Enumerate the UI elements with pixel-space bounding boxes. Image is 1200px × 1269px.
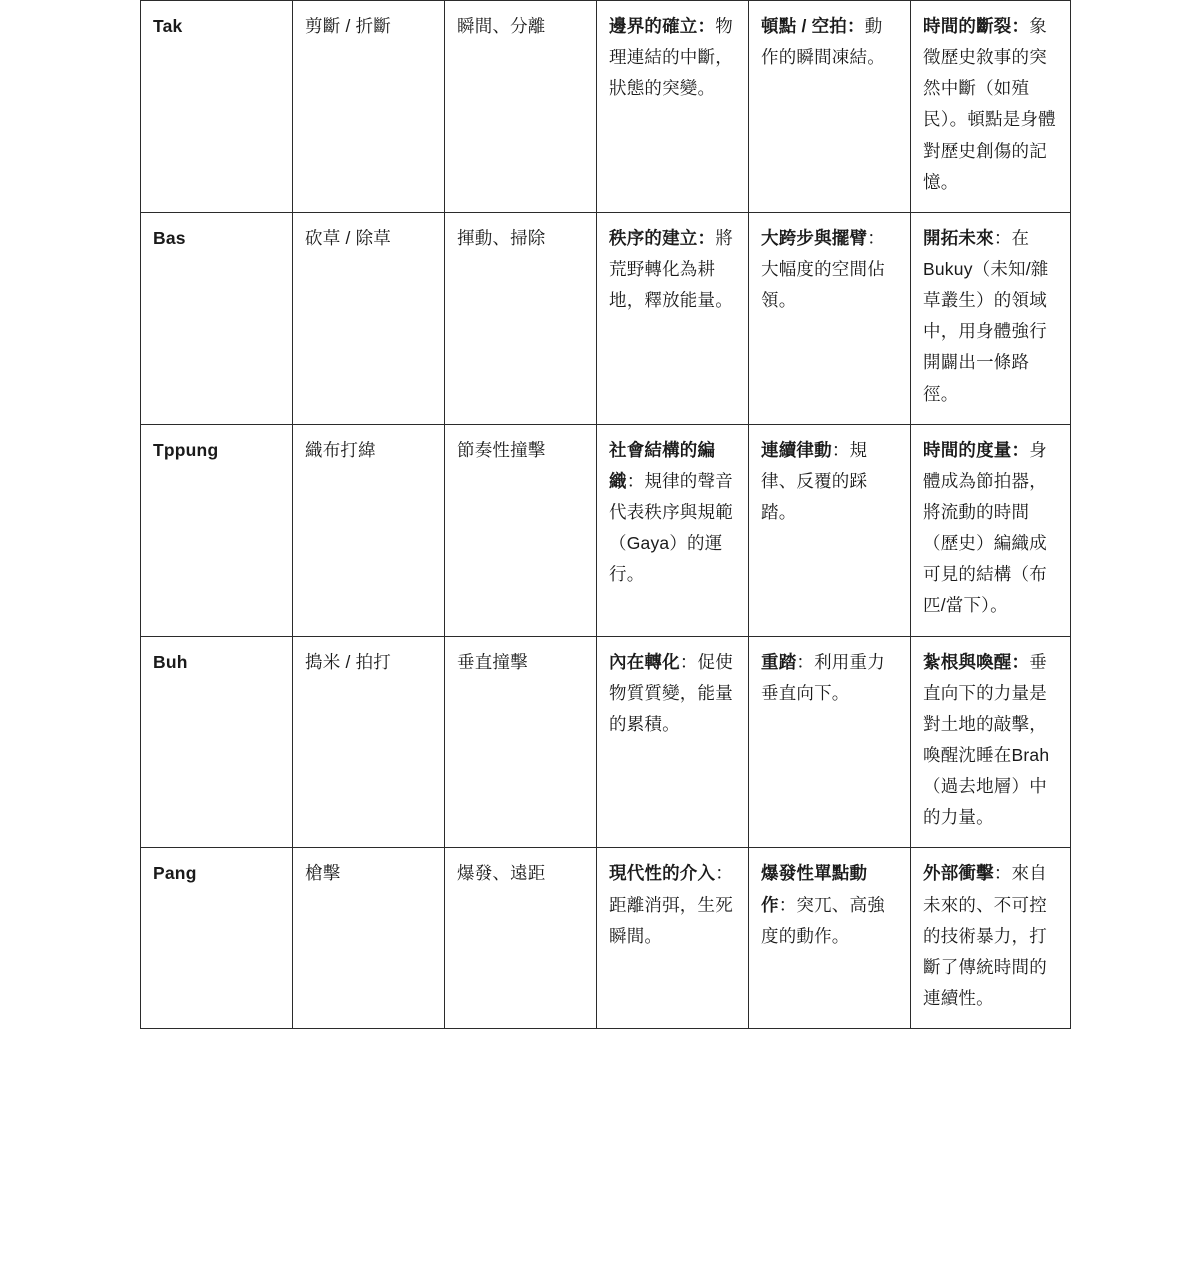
- cell-action: 剪斷 / 折斷: [293, 1, 445, 213]
- cell-concept-lead: 現代性的介入: [609, 863, 716, 884]
- cell-quality: 節奏性撞擊: [445, 424, 597, 636]
- cell-meaning-rest: ：來自未來的、不可控的技術暴力，打斷了傳統時間的連續性。: [923, 863, 1047, 1008]
- cell-movement-rest: ：突兀、高強度的動作。: [761, 894, 885, 946]
- cell-movement-rest: ：規律、反覆的踩踏。: [761, 439, 868, 522]
- table-row: [141, 1, 1071, 213]
- cell-meaning-lead: 紮根與喚醒：: [923, 651, 1030, 672]
- table-row: [141, 212, 1071, 424]
- cell-concept-lead: 邊界的確立：: [609, 16, 716, 36]
- cell-quality: 垂直撞擊: [445, 636, 597, 848]
- cell-concept: [597, 1, 749, 213]
- cell-term: Buh: [141, 636, 293, 848]
- cell-meaning-lead: 時間的斷裂：: [923, 16, 1030, 36]
- cell-meaning: [911, 212, 1071, 424]
- cell-action: 織布打緯: [293, 424, 445, 636]
- cell-concept-rest: ：距離消弭，生死瞬間。: [609, 863, 733, 946]
- cell-movement-lead: 爆發性單點動作: [761, 863, 868, 915]
- cell-meaning: [911, 636, 1071, 848]
- cell-action: 搗米 / 拍打: [293, 636, 445, 848]
- cell-movement-lead: 大跨步與擺臂: [761, 227, 868, 248]
- cell-movement: [749, 1, 911, 213]
- cell-movement-lead: 連續律動: [761, 439, 832, 460]
- cell-concept: [597, 848, 749, 1029]
- cell-meaning-rest: ：在Bukuy（未知/雜草叢生）的領域中，用身體強行開闢出一條路徑。: [923, 227, 1049, 404]
- cell-movement-lead: 頓點 / 空拍：: [761, 16, 865, 36]
- table-row: [141, 424, 1071, 636]
- cell-movement: [749, 212, 911, 424]
- cell-meaning: [911, 848, 1071, 1029]
- cell-concept: [597, 212, 749, 424]
- cell-action: 槍擊: [293, 848, 445, 1029]
- cell-concept-rest: ：促使物質質變，能量的累積。: [609, 651, 733, 734]
- cell-concept: [597, 424, 749, 636]
- cell-meaning: [911, 424, 1071, 636]
- cell-quality: 爆發、遠距: [445, 848, 597, 1029]
- cell-movement-rest: ：利用重力垂直向下。: [761, 651, 885, 703]
- cell-concept-rest: 物理連結的中斷，狀態的突變。: [609, 16, 733, 99]
- cell-term: Tak: [141, 1, 293, 213]
- cell-concept-rest: 將荒野轉化為耕地，釋放能量。: [609, 227, 733, 311]
- cell-movement-rest: ：大幅度的空間佔領。: [761, 227, 885, 311]
- cell-meaning-rest: 象徵歷史敘事的突然中斷（如殖民）。頓點是身體對歷史創傷的記憶。: [923, 16, 1056, 192]
- cell-meaning-rest: 垂直向下的力量是對土地的敲擊，喚醒沈睡在Brah（過去地層）中的力量。: [923, 651, 1050, 828]
- cell-concept-rest: ：規律的聲音代表秩序與規範（Gaya）的運行。: [609, 470, 733, 585]
- cell-concept: [597, 636, 749, 848]
- table-row: [141, 848, 1071, 1029]
- cell-concept-lead: 秩序的建立：: [609, 227, 716, 248]
- cell-movement: [749, 848, 911, 1029]
- cell-movement-lead: 重踏: [761, 651, 797, 672]
- cell-movement: [749, 424, 911, 636]
- cell-concept-lead: 社會結構的編織: [609, 439, 716, 491]
- cell-action: 砍草 / 除草: [293, 212, 445, 424]
- cell-term: Bas: [141, 212, 293, 424]
- cell-meaning-rest: 身體成為節拍器，將流動的時間（歷史）編織成可見的結構（布匹/當下）。: [923, 439, 1047, 616]
- cell-meaning-lead: 開拓未來: [923, 227, 994, 248]
- cell-term: Pang: [141, 848, 293, 1029]
- cell-term: Tppung: [141, 424, 293, 636]
- cell-quality: 瞬間、分離: [445, 1, 597, 213]
- cell-movement: [749, 636, 911, 848]
- terminology-table: [140, 0, 1071, 1029]
- cell-meaning-lead: 時間的度量：: [923, 439, 1030, 460]
- cell-movement-rest: 動作的瞬間凍結。: [761, 16, 885, 68]
- cell-meaning: [911, 1, 1071, 213]
- cell-concept-lead: 內在轉化: [609, 651, 680, 672]
- cell-quality: 揮動、掃除: [445, 212, 597, 424]
- cell-meaning-lead: 外部衝擊: [923, 863, 994, 884]
- table-row: [141, 636, 1071, 848]
